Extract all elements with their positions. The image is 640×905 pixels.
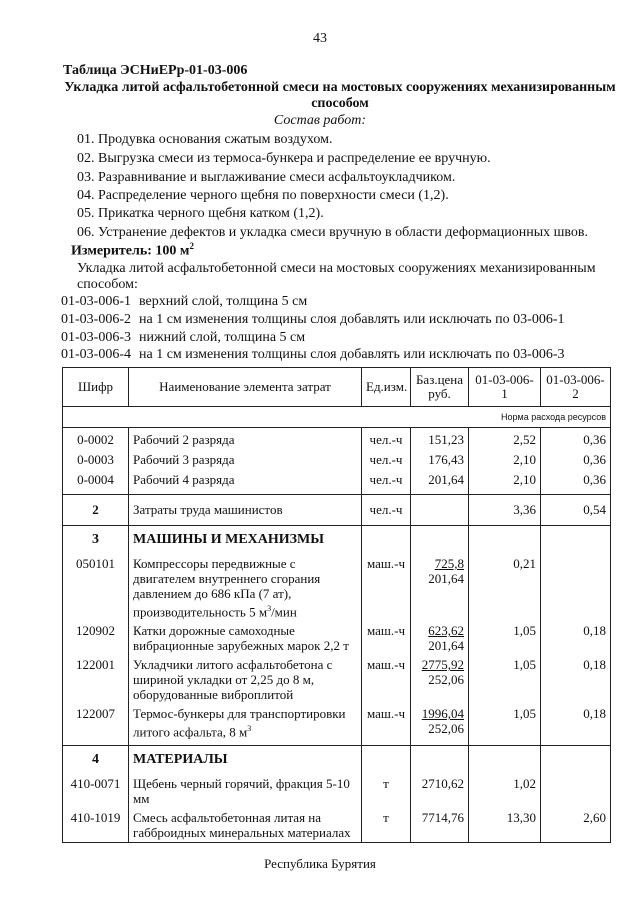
intro-line-2: способом: <box>77 277 138 292</box>
work-step: 03. Разравнивание и выглаживание смеси асфальтоукладчиком. <box>77 170 456 185</box>
code-text: на 1 см изменения толщины слоя добавлять или исключать по 03-006-3 <box>139 347 565 362</box>
header-code: Шифр <box>63 368 129 407</box>
header-col1: 01-03-006-1 <box>469 368 541 407</box>
code-id: 01-03-006-2 <box>61 312 131 327</box>
table-title: Таблица ЭСНиЕРр-01-03-006 <box>63 63 248 78</box>
work-step: 05. Прикатка черного щебня катком (1,2). <box>77 206 324 221</box>
code-text: верхний слой, толщина 5 см <box>139 294 308 309</box>
header-unit: Ед.изм. <box>362 368 411 407</box>
norm-label: Норма расхода ресурсов <box>63 407 611 428</box>
table-row: 122001 Укладчики литого асфальтобетона с шириной укладки от 2,25 до 8 м, оборудованные виброплитой маш.-ч 2775,92 252,06 1,05 0,18 <box>63 655 611 704</box>
code-id: 01-03-006-1 <box>61 294 131 309</box>
work-step: 02. Выгрузка смеси из термоса-бункера и распределение ее вручную. <box>77 151 491 166</box>
table-header-row <box>63 368 611 407</box>
table-row: 0-0003 Рабочий 3 разряда чел.-ч 176,43 2,10 0,36 <box>63 450 611 470</box>
footer-region: Республика Бурятия <box>264 856 376 871</box>
code-text: нижний слой, толщина 5 см <box>139 330 306 345</box>
intro-line-1: Укладка литой асфальтобетонной смеси на мостовых сооружениях механизированным <box>77 261 596 276</box>
work-step: 04. Распределение черного щебня по поверхности смеси (1,2). <box>77 188 449 203</box>
subtitle-line-1: Укладка литой асфальтобетонной смеси на мостовых сооружениях механизированным <box>64 80 616 95</box>
code-line <box>61 330 305 346</box>
section-row-materials: 4 МАТЕРИАЛЫ <box>63 745 611 774</box>
composition-heading: Состав работ: <box>273 113 367 128</box>
table-row: 410-1019 Смесь асфальтобетонная литая на габброидных минеральных материалах т 7714,76 13,30 2,60 <box>63 808 611 843</box>
header-col2: 01-03-006-2 <box>541 368 611 407</box>
measurement-unit: Измеритель: 100 $м^2$ <box>71 241 194 259</box>
table-row: 122007 Термос-бункеры для транспортировки литого асфальта, 8 $м^3$ маш.-ч 1996,04 252,06 1,05 0,18 <box>63 704 611 745</box>
table-row: 0-0004 Рабочий 4 разряда чел.-ч 201,64 2,10 0,36 <box>63 470 611 495</box>
code-line <box>61 312 565 328</box>
code-id: 01-03-006-3 <box>61 330 131 345</box>
code-line <box>61 294 307 310</box>
labor-total-row: 2 Затраты труда машинистов чел.-ч 3,36 0,54 <box>63 495 611 526</box>
table-row: 0-0002 Рабочий 2 разряда чел.-ч 151,23 2,52 0,36 <box>63 428 611 451</box>
header-price: Баз.цена руб. <box>411 368 469 407</box>
page-number: 43 <box>313 31 327 46</box>
norm-row <box>63 407 611 428</box>
header-name: Наименование элемента затрат <box>129 368 362 407</box>
work-step: 01. Продувка основания сжатым воздухом. <box>77 132 333 147</box>
resource-table <box>62 367 611 843</box>
section-row-machines: 3 МАШИНЫ И МЕХАНИЗМЫ <box>63 526 611 555</box>
subtitle-line-2: способом <box>311 96 369 111</box>
work-step: 06. Устранение дефектов и укладка смеси вручную в области деформационных швов. <box>77 225 589 240</box>
table-row: 120902 Катки дорожные самоходные вибрационные зарубежных марок 2,2 т маш.-ч 623,62 201,64 1,05 0,18 <box>63 621 611 655</box>
code-text: на 1 см изменения толщины слоя добавлять или исключать по 03-006-1 <box>139 312 565 327</box>
code-id: 01-03-006-4 <box>61 347 131 362</box>
table-row: 050101 Компрессоры передвижные с двигателем внутреннего сгорания давлением до 686 кПа (7 ат), производительность 5 $м^3$/мин маш.-ч 725,8 201,64 0,21 <box>63 554 611 621</box>
table-row: 410-0071 Щебень черный горячий, фракция 5-10 мм т 2710,62 1,02 <box>63 774 611 808</box>
code-line <box>61 347 565 363</box>
